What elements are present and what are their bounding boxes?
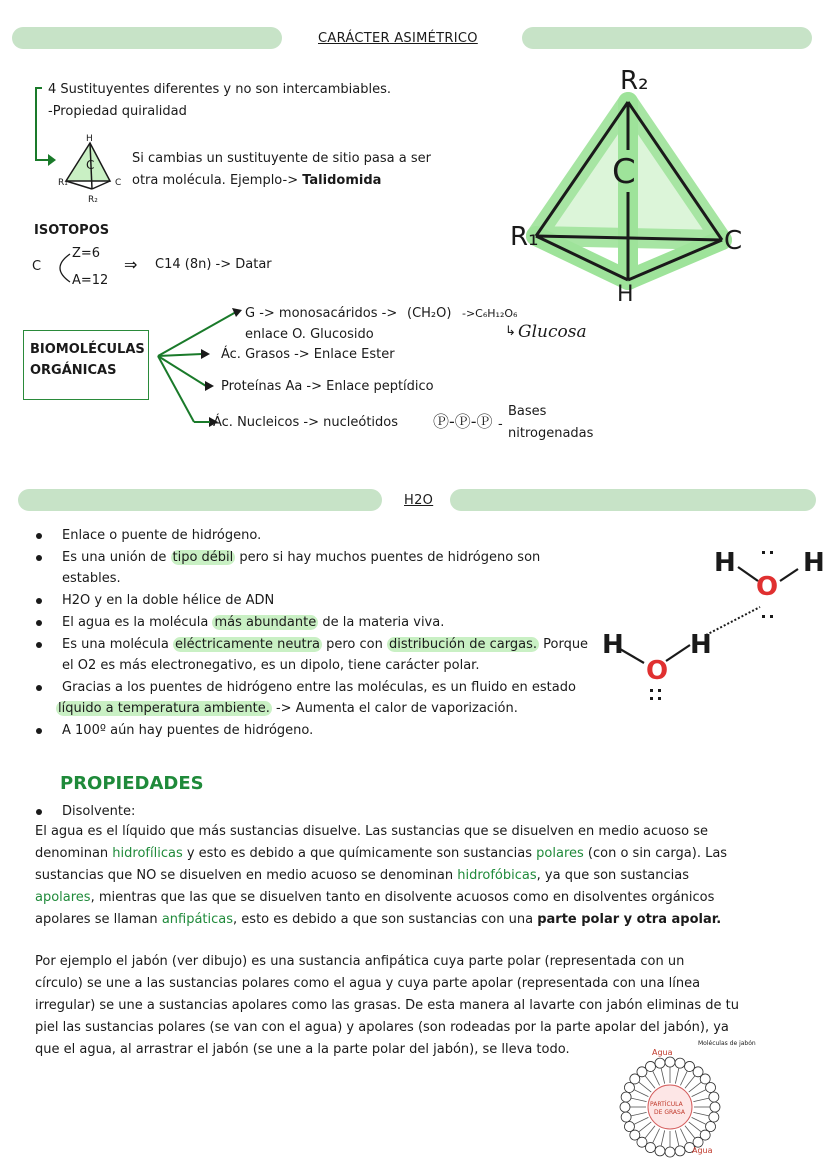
paragraph-1 bbox=[35, 821, 795, 931]
soap-tail bbox=[685, 1076, 695, 1089]
mini-tetra-bottom: R₂ bbox=[88, 195, 98, 205]
mini-tetra-right: C bbox=[115, 178, 122, 188]
soap-tail bbox=[689, 1082, 702, 1092]
soap-tail bbox=[645, 1126, 655, 1139]
hl-electricamente-neutra: eléctricamente neutra bbox=[175, 637, 320, 652]
b4-text-a: El agua es la molécula bbox=[62, 615, 213, 630]
soap-tail bbox=[675, 1130, 679, 1146]
biomoleculas-label-1: BIOMOLÉCULAS bbox=[30, 342, 145, 357]
soap-tail bbox=[693, 1098, 709, 1102]
bio-proteinas: Proteínas Aa -> Enlace peptídico bbox=[221, 379, 434, 394]
soap-head bbox=[621, 1112, 631, 1122]
cambio-line1: Si cambias un sustituyente de sitio pasa a ser bbox=[132, 151, 431, 166]
micelle-particula-1: PARTÍCULA bbox=[650, 1101, 683, 1108]
p1-line1: El agua es el líquido que más sustancias disuelve. Las sustancias que se disuelven en medio acuoso se bbox=[35, 824, 708, 839]
soap-tail bbox=[680, 1129, 687, 1143]
ppp-symbols: Ⓟ-Ⓟ-Ⓟ bbox=[433, 412, 493, 431]
soap-head bbox=[621, 1092, 631, 1102]
p2-line2: círculo) se une a las sustancias polares como el agua y cuya parte apolar (representada con una línea bbox=[35, 976, 701, 991]
soap-head bbox=[675, 1058, 685, 1068]
soap-tail bbox=[689, 1122, 702, 1132]
soap-head bbox=[709, 1112, 719, 1122]
hl-liquido-temperatura: líquido a temperatura ambiente. bbox=[58, 701, 270, 716]
term-polares: polares bbox=[536, 846, 584, 861]
isotopos-title: ISOTOPOS bbox=[34, 223, 110, 238]
section-title-asimetrico: CARÁCTER ASIMÉTRICO bbox=[318, 31, 478, 46]
p1-2c: y esto es debido a que químicamente son sustancias bbox=[182, 846, 537, 861]
p2-line1: Por ejemplo el jabón (ver dibujo) es una sustancia anfipática cuya parte polar (representada con un bbox=[35, 954, 685, 969]
soap-tail bbox=[653, 1129, 660, 1143]
bio-acidos-grasos: Ác. Grasos -> Enlace Ester bbox=[221, 347, 395, 362]
header-bar-left bbox=[12, 27, 282, 49]
micelle-agua-top: Agua bbox=[652, 1048, 673, 1057]
soap-tail bbox=[693, 1112, 709, 1116]
h2o-b3: H2O y en la doble hélice de ADN bbox=[62, 593, 275, 608]
h2o-b7: A 100º aún hay puentes de hidrógeno. bbox=[62, 723, 314, 738]
soap-tail bbox=[631, 1112, 647, 1116]
micelle-particula-2: DE GRASA bbox=[654, 1109, 686, 1116]
b6-text-c: -> Aumenta el calor de vaporización. bbox=[271, 701, 518, 716]
parte-polar-apolar: parte polar y otra apolar. bbox=[537, 912, 722, 927]
soap-head bbox=[620, 1102, 630, 1112]
micelle-agua-bottom: Agua bbox=[692, 1146, 713, 1155]
isotopos-arrow: ⇒ bbox=[124, 255, 138, 274]
soap-head bbox=[655, 1058, 665, 1068]
quiralidad-line: -Propiedad quiralidad bbox=[48, 104, 187, 119]
h2o-b5-cont: el O2 es más electronegativo, es un dipolo, tiene carácter polar. bbox=[62, 658, 480, 673]
isotopos-z: Z=6 bbox=[72, 246, 101, 261]
section-title-h2o: H2O bbox=[404, 493, 434, 508]
p1-4b: , mientras que las que se disuelven tanto en disolvente acuosos como en disolventes orgánicos bbox=[90, 890, 715, 905]
soap-tail bbox=[675, 1068, 679, 1084]
soap-head bbox=[665, 1057, 675, 1067]
bio-nucleicos: Ác. Nucleicos -> nucleótidos bbox=[213, 415, 399, 430]
water-h4: H bbox=[690, 630, 712, 660]
soap-tail bbox=[661, 1130, 665, 1146]
isotopos-brace bbox=[44, 250, 74, 286]
soap-tail bbox=[692, 1090, 706, 1097]
big-tetra-center: C bbox=[612, 152, 636, 192]
p1-2e: (con o sin carga). Las bbox=[583, 846, 728, 861]
big-tetra-right: C bbox=[724, 226, 743, 256]
p1-3c: , ya que son sustancias bbox=[536, 868, 690, 883]
soap-tail bbox=[685, 1126, 695, 1139]
p1-line2 bbox=[35, 843, 795, 865]
header-bar-right bbox=[522, 27, 812, 49]
disolvente-bullet: Disolvente: bbox=[62, 804, 136, 819]
bullet-dot bbox=[36, 809, 42, 815]
isotopos-a: A=12 bbox=[72, 273, 109, 288]
p2-line4: piel las sustancias polares (se van con el agua) y apolares (son rodeadas por la parte apolar del jabón), ya bbox=[35, 1020, 729, 1035]
soap-tail bbox=[634, 1090, 648, 1097]
hl-mas-abundante: más abundante bbox=[214, 615, 317, 630]
p1-5a: apolares se llaman bbox=[35, 912, 162, 927]
h2o-b4 bbox=[62, 614, 444, 632]
big-tetra-bottom: H bbox=[617, 282, 634, 307]
h2o-bar-left bbox=[18, 489, 382, 511]
bullet-dot bbox=[36, 642, 42, 648]
soap-head bbox=[665, 1147, 675, 1157]
mini-tetra-center: C bbox=[86, 158, 95, 172]
soap-head bbox=[645, 1061, 655, 1071]
water-o2: O bbox=[646, 656, 669, 686]
soap-tail bbox=[645, 1076, 655, 1089]
water-h1: H bbox=[714, 548, 736, 578]
b2-text-c: pero si hay muchos puentes de hidrógeno son bbox=[235, 550, 541, 565]
b4-text-c: de la materia viva. bbox=[318, 615, 445, 630]
p1-5c: , esto es debido a que son sustancias con una bbox=[233, 912, 538, 927]
bullet-dot bbox=[36, 555, 42, 561]
propiedades-title: PROPIEDADES bbox=[60, 773, 204, 794]
h2o-b1: Enlace o puente de hidrógeno. bbox=[62, 528, 262, 543]
sustituyentes-line: 4 Sustituyentes diferentes y no son intercambiables. bbox=[48, 82, 392, 97]
water-h2: H bbox=[803, 548, 825, 578]
term-hidrofobicas: hidrofóbicas bbox=[457, 868, 537, 883]
soap-tail bbox=[661, 1068, 665, 1084]
bio-g-line bbox=[245, 305, 397, 323]
soap-head bbox=[710, 1102, 720, 1112]
water-molecules-diagram bbox=[600, 545, 826, 705]
soap-tail bbox=[634, 1117, 648, 1124]
bullet-dot bbox=[36, 685, 42, 691]
p1-line3 bbox=[35, 865, 795, 887]
mini-tetra-left: R₁ bbox=[58, 178, 68, 188]
bases-line2: nitrogenadas bbox=[508, 426, 594, 441]
cambio-line2 bbox=[132, 172, 381, 190]
mini-tetra-top: H bbox=[86, 134, 93, 144]
soap-tail bbox=[692, 1117, 706, 1124]
h2o-b6-cont bbox=[56, 700, 518, 718]
b2-text-a: Es una unión de bbox=[62, 550, 171, 565]
big-tetra-left: R₁ bbox=[510, 222, 539, 252]
soap-head bbox=[675, 1146, 685, 1156]
soap-tail bbox=[639, 1122, 652, 1132]
water-h3: H bbox=[602, 630, 624, 660]
soap-tail bbox=[653, 1071, 660, 1085]
soap-head bbox=[624, 1122, 634, 1132]
micelle-moleculas-label: Moléculas de jabón bbox=[698, 1040, 756, 1047]
b5-text-c: pero con bbox=[321, 637, 387, 652]
b5-text-e: Porque bbox=[538, 637, 589, 652]
p1-2a: denominan bbox=[35, 846, 113, 861]
h2o-b2-cont: estables. bbox=[62, 571, 121, 586]
isotopos-c: C bbox=[32, 259, 42, 274]
ppp-dash: - bbox=[498, 417, 503, 432]
isotopos-result: C14 (8n) -> Datar bbox=[155, 257, 272, 272]
term-apolares: apolares bbox=[35, 890, 91, 905]
b5-text-a: Es una molécula bbox=[62, 637, 174, 652]
biomoleculas-label-2: ORGÁNICAS bbox=[30, 363, 117, 378]
term-hidrofilicas: hidrofílicas bbox=[112, 846, 183, 861]
big-tetra-top: R₂ bbox=[620, 66, 649, 96]
glucosa-arrow: ↳ bbox=[505, 324, 516, 339]
talidomida: Talidomida bbox=[302, 173, 382, 188]
p2-line5: que el agua, al arrastrar el jabón (se une a la parte polar del jabón), se lleva todo. bbox=[35, 1042, 570, 1057]
bullet-dot bbox=[36, 598, 42, 604]
bullet-dot bbox=[36, 728, 42, 734]
soap-head bbox=[709, 1092, 719, 1102]
h2o-b2 bbox=[62, 549, 540, 567]
glucosa-handwritten: Glucosa bbox=[518, 322, 587, 342]
bio-formula2: ->C₆H₁₂O₆ bbox=[462, 307, 518, 320]
cambio-line2-text: otra molécula. Ejemplo-> bbox=[132, 173, 303, 188]
p2-line3: irregular) se une a sustancias apolares como las grasas. De esta manera al lavarte con jabón eliminas de tu bbox=[35, 998, 740, 1013]
h2o-bar-right bbox=[450, 489, 816, 511]
soap-tail bbox=[631, 1098, 647, 1102]
soap-tail bbox=[639, 1082, 652, 1092]
soap-head bbox=[706, 1082, 716, 1092]
bio-enlace-o: enlace O. Glucosido bbox=[245, 327, 374, 342]
term-anfipaticas: anfipáticas bbox=[161, 912, 234, 927]
bases-line1: Bases bbox=[508, 404, 547, 419]
bio-formula1: (CH₂O) bbox=[407, 306, 452, 321]
p1-line4 bbox=[35, 887, 795, 909]
hl-tipo-debil: tipo débil bbox=[172, 550, 234, 565]
h2o-b6: Gracias a los puentes de hidrógeno entre las moléculas, es un fluido en estado bbox=[62, 680, 576, 695]
hl-distribucion-cargas: distribución de cargas. bbox=[388, 637, 537, 652]
p1-line5 bbox=[35, 909, 795, 931]
g-line-text: G -> monosacáridos -> bbox=[245, 306, 398, 321]
p1-3a: sustancias que NO se disuelven en medio acuoso se denominan bbox=[35, 868, 458, 883]
bullet-dot bbox=[36, 620, 42, 626]
soap-head bbox=[655, 1146, 665, 1156]
h2o-b5 bbox=[62, 636, 588, 654]
bullet-dot bbox=[36, 533, 42, 539]
soap-tail bbox=[680, 1071, 687, 1085]
water-o1: O bbox=[756, 572, 779, 602]
